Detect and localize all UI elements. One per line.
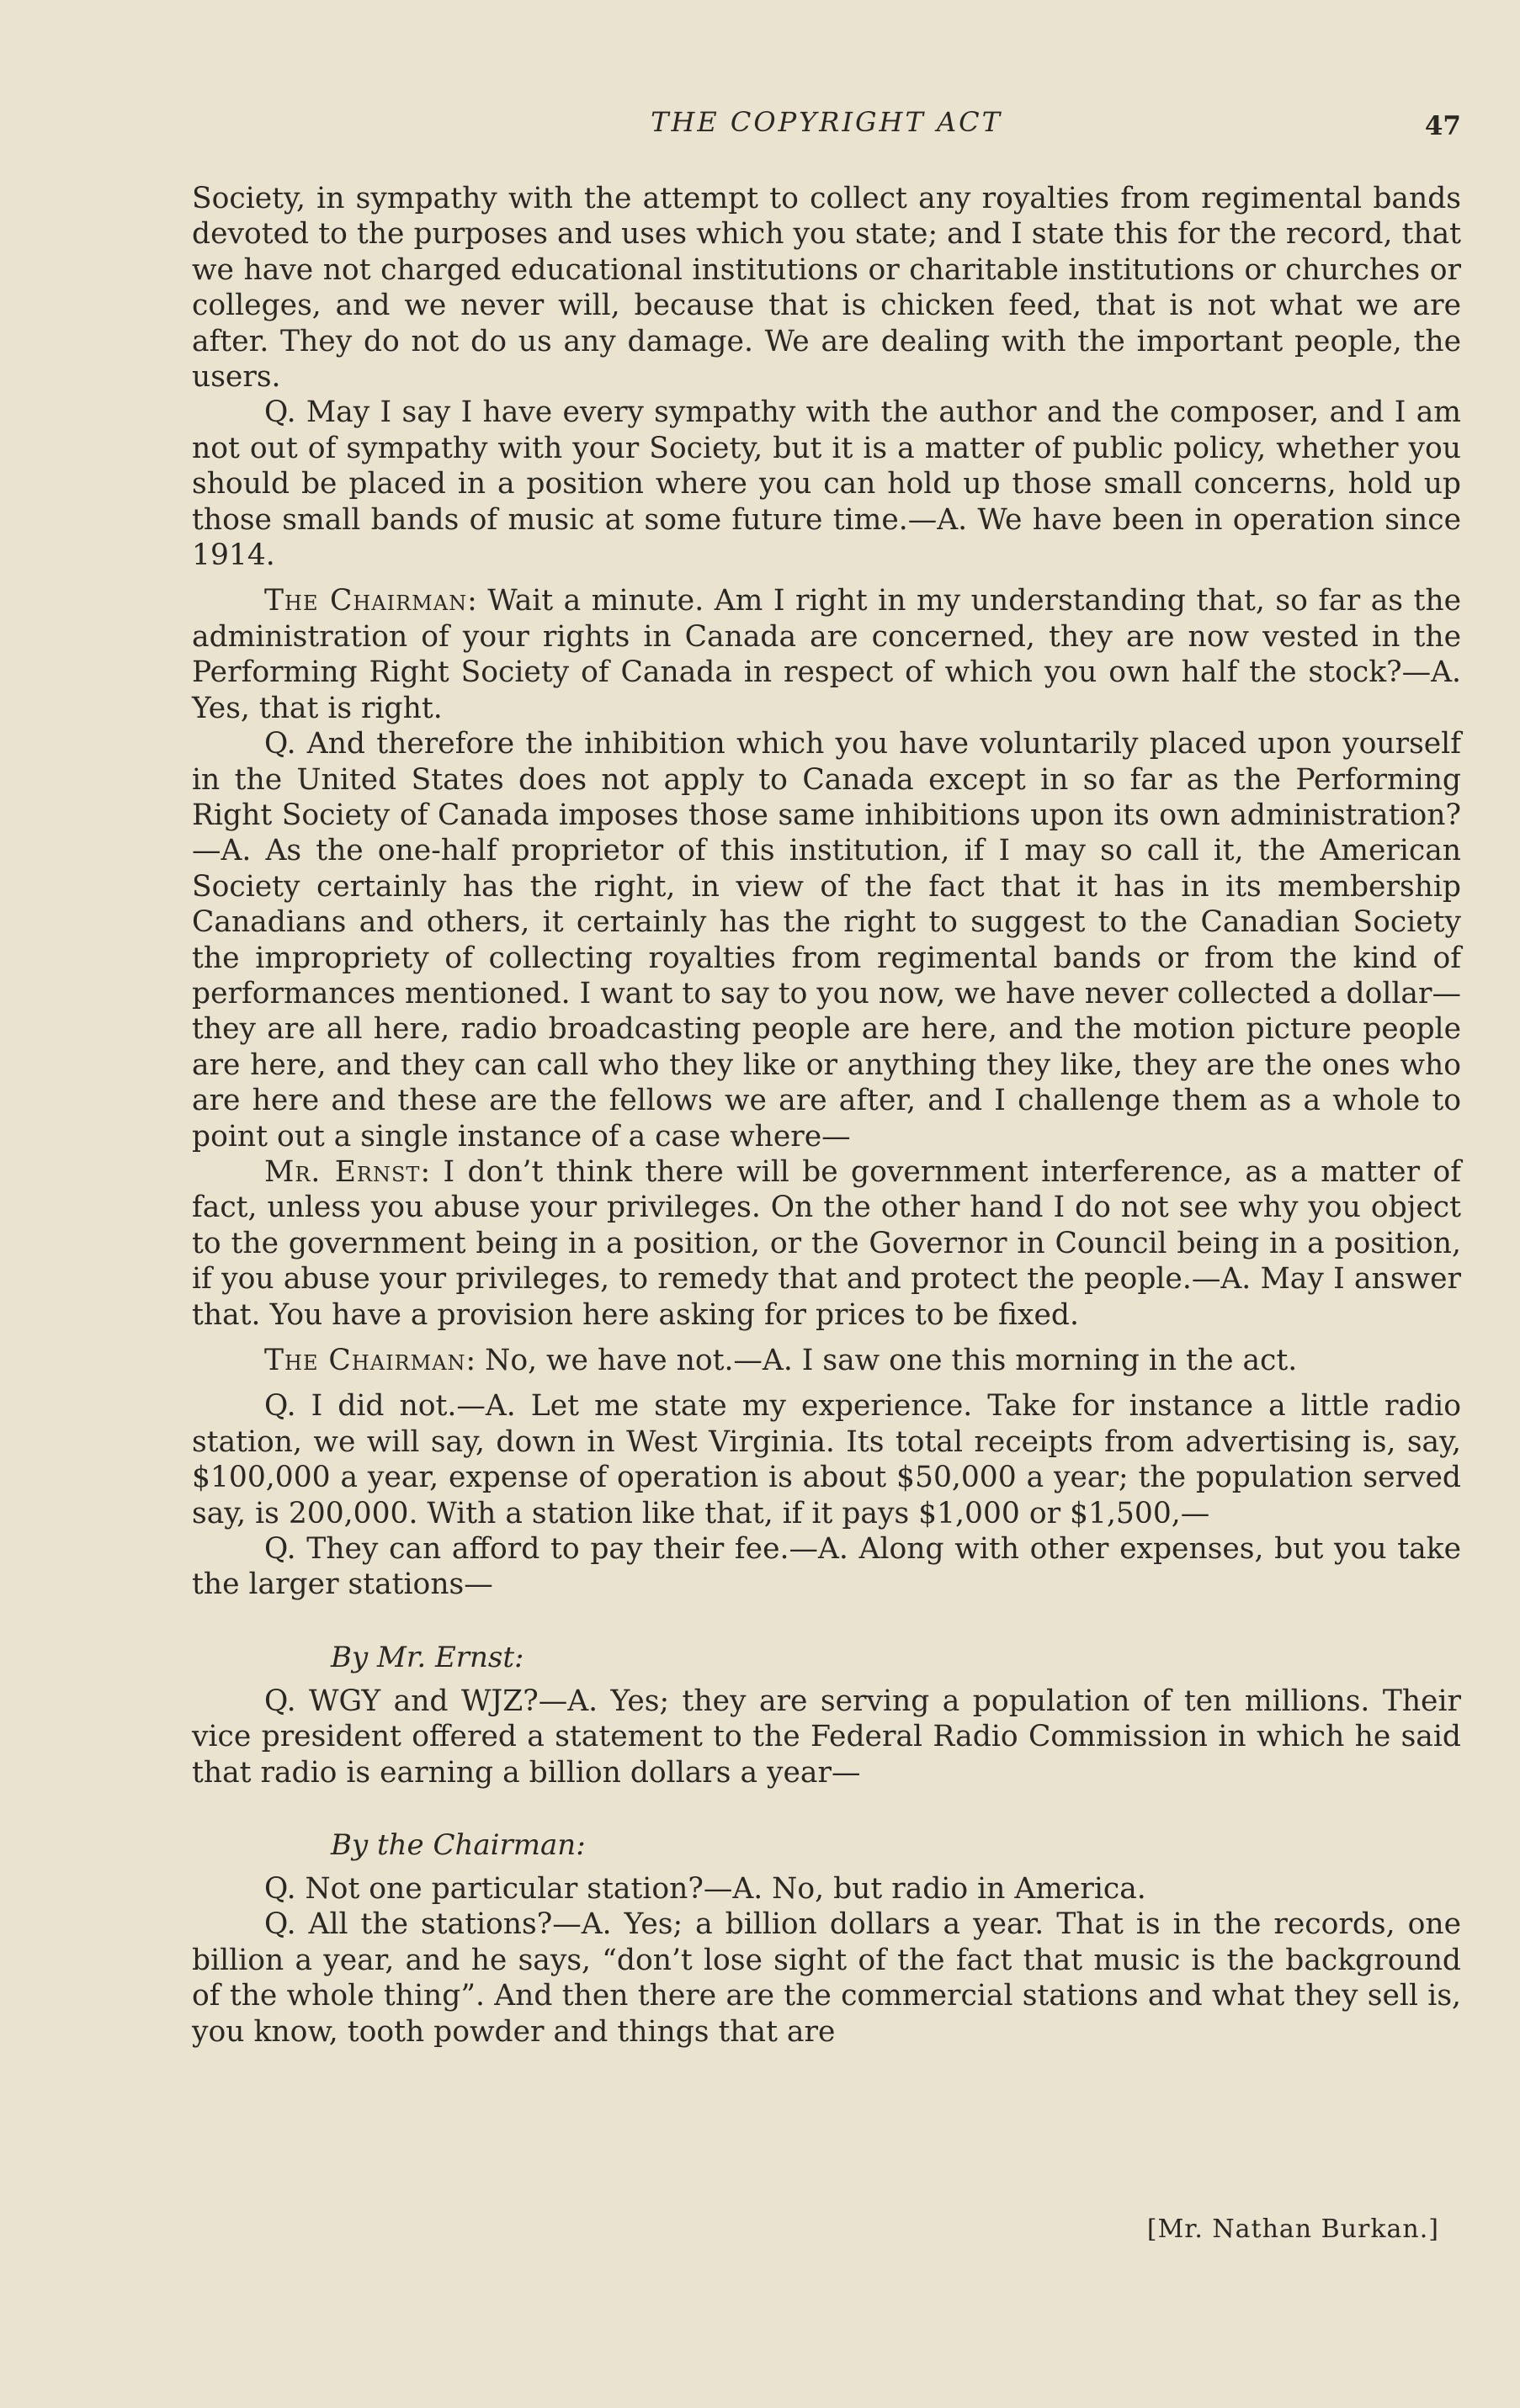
speaker-name: The Chairman [264, 1344, 466, 1377]
paragraph: Q. WGY and WJZ?—A. Yes; they are serving a population of ten millions. Their vice president offered a statement to the Federal Radio Commission in which he said that radio is earning a billion dollars a year— [192, 1684, 1461, 1790]
section-heading: By the Chairman: [331, 1828, 586, 1863]
paragraph: Q. They can afford to pay their fee.—A. Along with other expenses, but you take the larger stations— [192, 1532, 1461, 1602]
paragraph: Q. May I say I have every sympathy with the author and the composer, and I am not out of sympathy with your Society, but it is a matter of public policy, whether you should be placed in a position where you can hold up those small concerns, hold up those small bands of music at some future time.—A. We have been in operation since 1914. [192, 395, 1461, 573]
speaker-name: The Chairman [264, 584, 468, 618]
paragraph: Q. Not one particular station?—A. No, but radio in America. [264, 1872, 1146, 1907]
paragraph: The Chairman: Wait a minute. Am I right in my understanding that, so far as the administration of your rights in Canada are concerned, they are now vested in the Performing Right Society of Canada in respect of which you own half the stock?—A. Yes, that is right. [192, 584, 1461, 725]
paragraph: Q. And therefore the inhibition which you have voluntarily placed upon yourself in the United States does not apply to Canada except in so far as the Performing Right Society of Canada imposes those same inhibitions upon its own administration?—A. As the one-half proprietor of this institution, if I may so call it, the American Society certainly has the right, in view of the fact that it has in its membership Canadians and others, it certainly has the right to suggest to the Canadian Society the impropriety of collecting royalties from regimental bands or from the kind of performances mentioned. I want to say to you now, we have never collected a dollar—they are all here, radio broadcasting people are here, and the motion picture people are here, and they can call who they like or anything they like, they are the ones who are here and these are the fellows we are after, and I challenge them as a whole to point out a single instance of a case where— [192, 727, 1461, 1154]
document-body [192, 181, 1461, 2050]
paragraph: Q. All the stations?—A. Yes; a billion dollars a year. That is in the records, one billion a year, and he says, “don’t lose sight of the fact that music is the background of the whole thing”. And then there are the commercial stations and what they sell is, you know, tooth powder and things that are [192, 1907, 1461, 2049]
speaker-attribution: [Mr. Nathan Burkan.] [1146, 2214, 1439, 2244]
speaker-name: Mr. Ernst [264, 1154, 421, 1189]
paragraph: Mr. Ernst: I don’t think there will be government interference, as a matter of fact, unless you abuse your privileges. On the other hand I do not see why you object to the government being in a position, or the Governor in Council being in a position, if you abuse your privileges, to remedy that and protect the people.—A. May I answer that. You have a provision here asking for prices to be fixed. [192, 1154, 1461, 1332]
running-title: THE COPYRIGHT ACT [651, 106, 1002, 138]
paragraph: Q. I did not.—A. Let me state my experience. Take for instance a little radio station, we will say, down in West Virginia. Its total receipts from advertising is, say, $100,000 a year, expense of operation is about $50,000 a year; the population served say, is 200,000. With a station like that, if it pays $1,000 or $1,500,— [192, 1389, 1461, 1530]
page-number: 47 [1424, 111, 1461, 141]
paragraph: The Chairman: No, we have not.—A. I saw one this morning in the act. [264, 1344, 1298, 1377]
running-head [192, 99, 1461, 150]
section-heading: By Mr. Ernst: [331, 1640, 524, 1674]
paragraph: Society, in sympathy with the attempt to collect any royalties from regimental bands devoted to the purposes and uses which you state; and I state this for the record, that we have not charged educational institutions or charitable institutions or churches or colleges, and we never will, because that is chicken feed, that is not what we are after. They do not do us any damage. We are dealing with the important people, the users. [192, 182, 1461, 395]
